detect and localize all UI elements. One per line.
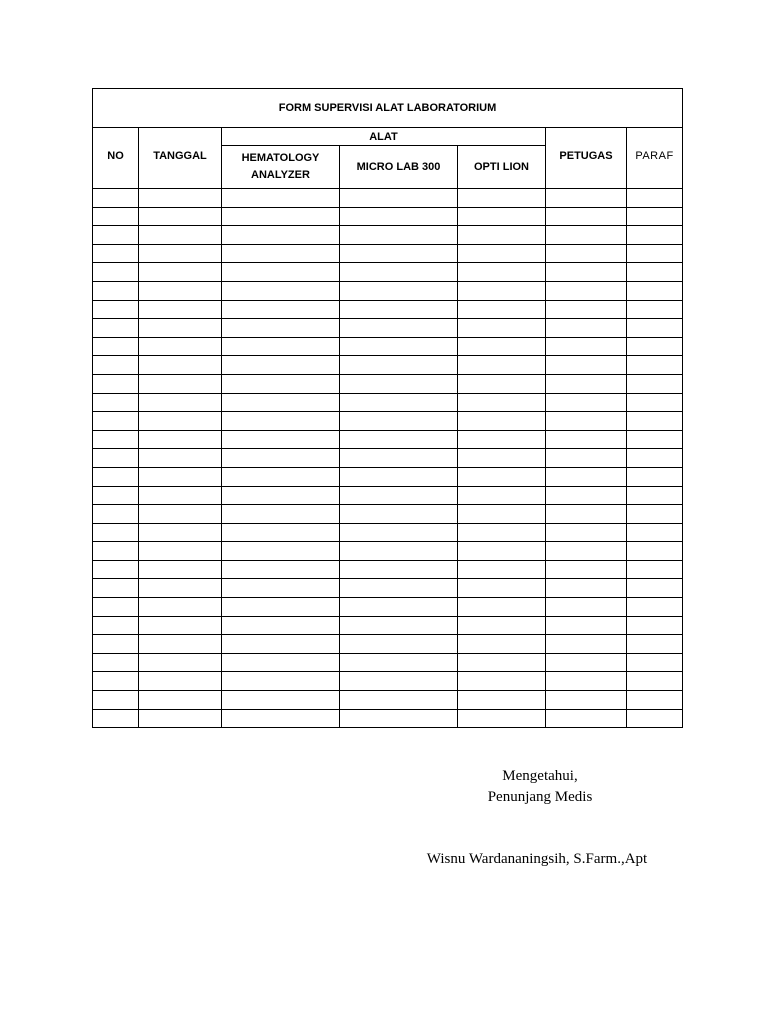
table-cell[interactable] [222, 393, 340, 412]
table-cell[interactable] [458, 393, 546, 412]
form-body [93, 189, 683, 728]
signer-name: Wisnu Wardananingsih, S.Farm.,Apt [426, 851, 648, 867]
table-cell[interactable] [340, 412, 458, 431]
table-cell[interactable] [546, 226, 627, 245]
table-row [93, 263, 683, 282]
table-cell[interactable] [458, 691, 546, 710]
table-cell[interactable] [139, 244, 222, 263]
table-cell[interactable] [627, 523, 683, 542]
table-cell[interactable] [340, 467, 458, 486]
table-cell[interactable] [627, 263, 683, 282]
table-row [93, 449, 683, 468]
table-cell[interactable] [546, 207, 627, 226]
table-cell[interactable] [627, 393, 683, 412]
header-hematology-line2: ANALYZER [251, 169, 310, 181]
table-cell[interactable] [627, 635, 683, 654]
table-cell[interactable] [546, 635, 627, 654]
table-cell[interactable] [93, 542, 139, 561]
table-row [93, 598, 683, 617]
table-row [93, 653, 683, 672]
table-cell[interactable] [627, 486, 683, 505]
table-cell[interactable] [93, 579, 139, 598]
table-row [93, 691, 683, 710]
table-row [93, 319, 683, 338]
table-cell[interactable] [222, 542, 340, 561]
table-cell[interactable] [546, 374, 627, 393]
table-cell[interactable] [340, 430, 458, 449]
table-cell[interactable] [93, 393, 139, 412]
table-cell[interactable] [93, 560, 139, 579]
table-cell[interactable] [222, 374, 340, 393]
table-cell[interactable] [93, 226, 139, 245]
table-cell[interactable] [627, 281, 683, 300]
table-cell[interactable] [222, 430, 340, 449]
table-cell[interactable] [93, 672, 139, 691]
table-cell[interactable] [627, 560, 683, 579]
table-cell[interactable] [458, 467, 546, 486]
table-cell[interactable] [222, 523, 340, 542]
table-cell[interactable] [627, 356, 683, 375]
table-cell[interactable] [546, 542, 627, 561]
header-micro-lab-300: MICRO LAB 300 [340, 146, 458, 189]
table-cell[interactable] [627, 467, 683, 486]
table-cell[interactable] [93, 319, 139, 338]
table-cell[interactable] [222, 653, 340, 672]
table-cell[interactable] [139, 281, 222, 300]
header-alat: ALAT [222, 128, 546, 146]
table-cell[interactable] [93, 691, 139, 710]
table-cell[interactable] [627, 207, 683, 226]
table-cell[interactable] [458, 207, 546, 226]
table-cell[interactable] [139, 393, 222, 412]
table-cell[interactable] [222, 598, 340, 617]
table-cell[interactable] [139, 616, 222, 635]
table-cell[interactable] [93, 523, 139, 542]
table-cell[interactable] [546, 486, 627, 505]
table-cell[interactable] [546, 449, 627, 468]
table-cell[interactable] [546, 430, 627, 449]
table-cell[interactable] [340, 319, 458, 338]
table-cell[interactable] [458, 542, 546, 561]
table-cell[interactable] [222, 505, 340, 524]
table-row [93, 207, 683, 226]
table-cell[interactable] [340, 226, 458, 245]
supervision-form [92, 88, 683, 728]
table-row [93, 635, 683, 654]
table-cell[interactable] [139, 226, 222, 245]
table-cell[interactable] [340, 635, 458, 654]
table-cell[interactable] [458, 598, 546, 617]
table-row [93, 412, 683, 431]
table-cell[interactable] [458, 412, 546, 431]
table-cell[interactable] [139, 319, 222, 338]
table-cell[interactable] [340, 653, 458, 672]
table-cell[interactable] [627, 505, 683, 524]
table-cell[interactable] [139, 691, 222, 710]
table-cell[interactable] [546, 300, 627, 319]
table-row [93, 430, 683, 449]
table-cell[interactable] [627, 579, 683, 598]
table-cell[interactable] [222, 467, 340, 486]
acknowledged-label: Mengetahui, [502, 768, 578, 784]
table-cell[interactable] [458, 560, 546, 579]
table-row [93, 356, 683, 375]
table-cell[interactable] [627, 449, 683, 468]
header-opti-lion: OPTI LION [458, 146, 546, 189]
table-cell[interactable] [222, 486, 340, 505]
table-cell[interactable] [222, 691, 340, 710]
table-row [93, 486, 683, 505]
table-cell[interactable] [458, 374, 546, 393]
table-cell[interactable] [546, 281, 627, 300]
table-cell[interactable] [222, 635, 340, 654]
table-cell[interactable] [139, 467, 222, 486]
table-cell[interactable] [546, 560, 627, 579]
table-cell[interactable] [627, 300, 683, 319]
table-cell[interactable] [458, 300, 546, 319]
table-cell[interactable] [627, 542, 683, 561]
table-cell[interactable] [546, 709, 627, 728]
table-cell[interactable] [139, 653, 222, 672]
table-cell[interactable] [139, 709, 222, 728]
table-cell[interactable] [546, 337, 627, 356]
table-cell[interactable] [458, 616, 546, 635]
form-title: FORM SUPERVISI ALAT LABORATORIUM [93, 89, 683, 128]
table-cell[interactable] [93, 412, 139, 431]
table-cell[interactable] [93, 207, 139, 226]
table-cell[interactable] [93, 189, 139, 208]
table-cell[interactable] [222, 579, 340, 598]
table-row [93, 300, 683, 319]
table-cell[interactable] [340, 189, 458, 208]
table-cell[interactable] [139, 374, 222, 393]
table-cell[interactable] [340, 691, 458, 710]
table-cell[interactable] [546, 393, 627, 412]
table-row [93, 560, 683, 579]
table-cell[interactable] [458, 337, 546, 356]
header-petugas: PETUGAS [546, 128, 627, 189]
table-cell[interactable] [627, 374, 683, 393]
table-cell[interactable] [340, 393, 458, 412]
table-cell[interactable] [139, 300, 222, 319]
table-cell[interactable] [340, 281, 458, 300]
table-cell[interactable] [627, 691, 683, 710]
table-cell[interactable] [340, 263, 458, 282]
table-cell[interactable] [458, 709, 546, 728]
table-cell[interactable] [139, 505, 222, 524]
table-cell[interactable] [139, 449, 222, 468]
table-cell[interactable] [627, 672, 683, 691]
table-cell[interactable] [222, 189, 340, 208]
table-cell[interactable] [340, 300, 458, 319]
table-cell[interactable] [458, 505, 546, 524]
header-tanggal: TANGGAL [139, 128, 222, 189]
table-row [93, 189, 683, 208]
table-cell[interactable] [139, 263, 222, 282]
table-cell[interactable] [627, 189, 683, 208]
table-cell[interactable] [93, 281, 139, 300]
table-cell[interactable] [222, 319, 340, 338]
table-cell[interactable] [93, 263, 139, 282]
table-cell[interactable] [340, 505, 458, 524]
table-row [93, 393, 683, 412]
table-cell[interactable] [546, 653, 627, 672]
table-cell[interactable] [546, 579, 627, 598]
table-cell[interactable] [139, 635, 222, 654]
table-cell[interactable] [546, 319, 627, 338]
table-cell[interactable] [139, 337, 222, 356]
table-row [93, 244, 683, 263]
table-cell[interactable] [546, 672, 627, 691]
table-cell[interactable] [93, 467, 139, 486]
table-cell[interactable] [627, 337, 683, 356]
table-cell[interactable] [139, 560, 222, 579]
table-cell[interactable] [139, 598, 222, 617]
table-cell[interactable] [222, 263, 340, 282]
table-cell[interactable] [222, 356, 340, 375]
table-cell[interactable] [458, 189, 546, 208]
table-cell[interactable] [458, 653, 546, 672]
table-cell[interactable] [458, 486, 546, 505]
table-cell[interactable] [458, 579, 546, 598]
acknowledgement-block [470, 766, 610, 808]
table-cell[interactable] [93, 449, 139, 468]
table-cell[interactable] [340, 616, 458, 635]
table-cell[interactable] [222, 672, 340, 691]
header-hematology-analyzer [222, 146, 340, 189]
table-cell[interactable] [627, 430, 683, 449]
table-cell[interactable] [458, 523, 546, 542]
table-cell[interactable] [627, 226, 683, 245]
table-cell[interactable] [222, 226, 340, 245]
table-cell[interactable] [627, 598, 683, 617]
table-cell[interactable] [627, 319, 683, 338]
table-cell[interactable] [93, 598, 139, 617]
table-cell[interactable] [546, 691, 627, 710]
table-cell[interactable] [93, 505, 139, 524]
table-cell[interactable] [340, 244, 458, 263]
table-cell[interactable] [627, 709, 683, 728]
table-cell[interactable] [340, 449, 458, 468]
table-cell[interactable] [546, 598, 627, 617]
table-cell[interactable] [458, 281, 546, 300]
table-cell[interactable] [458, 449, 546, 468]
table-cell[interactable] [458, 635, 546, 654]
table-cell[interactable] [93, 430, 139, 449]
table-cell[interactable] [93, 356, 139, 375]
table-cell[interactable] [139, 579, 222, 598]
table-cell[interactable] [139, 542, 222, 561]
table-cell[interactable] [340, 709, 458, 728]
table-row [93, 374, 683, 393]
table-cell[interactable] [458, 672, 546, 691]
table-cell[interactable] [627, 244, 683, 263]
table-cell[interactable] [139, 356, 222, 375]
table-cell[interactable] [546, 467, 627, 486]
table-cell[interactable] [93, 653, 139, 672]
table-row [93, 523, 683, 542]
table-cell[interactable] [93, 486, 139, 505]
table-cell[interactable] [139, 412, 222, 431]
table-cell[interactable] [222, 616, 340, 635]
table-cell[interactable] [340, 523, 458, 542]
table-cell[interactable] [93, 374, 139, 393]
table-cell[interactable] [458, 356, 546, 375]
table-row [93, 616, 683, 635]
table-cell[interactable] [222, 337, 340, 356]
table-cell[interactable] [627, 653, 683, 672]
table-cell[interactable] [546, 189, 627, 208]
header-no: NO [93, 128, 139, 189]
table-cell[interactable] [139, 207, 222, 226]
table-cell[interactable] [222, 709, 340, 728]
table-cell[interactable] [139, 486, 222, 505]
table-row [93, 281, 683, 300]
table-cell[interactable] [222, 449, 340, 468]
table-cell[interactable] [340, 579, 458, 598]
table-cell[interactable] [458, 430, 546, 449]
table-cell[interactable] [93, 244, 139, 263]
table-row [93, 226, 683, 245]
table-cell[interactable] [93, 616, 139, 635]
table-cell[interactable] [627, 412, 683, 431]
form-table [92, 88, 683, 728]
table-cell[interactable] [139, 430, 222, 449]
table-cell[interactable] [340, 560, 458, 579]
table-row [93, 579, 683, 598]
signer-position: Penunjang Medis [487, 789, 593, 805]
table-cell[interactable] [222, 412, 340, 431]
table-row [93, 505, 683, 524]
table-row [93, 672, 683, 691]
table-cell[interactable] [627, 616, 683, 635]
table-cell[interactable] [546, 523, 627, 542]
table-row [93, 542, 683, 561]
table-cell[interactable] [340, 356, 458, 375]
table-cell[interactable] [458, 319, 546, 338]
table-cell[interactable] [458, 226, 546, 245]
table-cell[interactable] [139, 672, 222, 691]
table-cell[interactable] [546, 412, 627, 431]
table-cell[interactable] [546, 263, 627, 282]
table-cell[interactable] [340, 207, 458, 226]
header-hematology-line1: HEMATOLOGY [241, 152, 320, 164]
table-cell[interactable] [222, 244, 340, 263]
table-cell[interactable] [340, 486, 458, 505]
table-cell[interactable] [93, 635, 139, 654]
header-paraf: PARAF [627, 128, 683, 189]
table-cell[interactable] [340, 598, 458, 617]
table-cell[interactable] [222, 281, 340, 300]
table-row [93, 337, 683, 356]
table-cell[interactable] [222, 300, 340, 319]
table-row [93, 467, 683, 486]
table-cell[interactable] [340, 542, 458, 561]
table-cell[interactable] [546, 244, 627, 263]
table-cell[interactable] [139, 523, 222, 542]
table-cell[interactable] [340, 374, 458, 393]
table-cell[interactable] [139, 189, 222, 208]
table-cell[interactable] [93, 300, 139, 319]
table-cell[interactable] [458, 244, 546, 263]
table-cell[interactable] [458, 263, 546, 282]
table-cell[interactable] [93, 337, 139, 356]
table-cell[interactable] [546, 616, 627, 635]
table-row [93, 709, 683, 728]
table-cell[interactable] [222, 560, 340, 579]
table-cell[interactable] [546, 356, 627, 375]
table-cell[interactable] [546, 505, 627, 524]
table-cell[interactable] [222, 207, 340, 226]
table-cell[interactable] [340, 337, 458, 356]
table-cell[interactable] [93, 709, 139, 728]
table-cell[interactable] [340, 672, 458, 691]
